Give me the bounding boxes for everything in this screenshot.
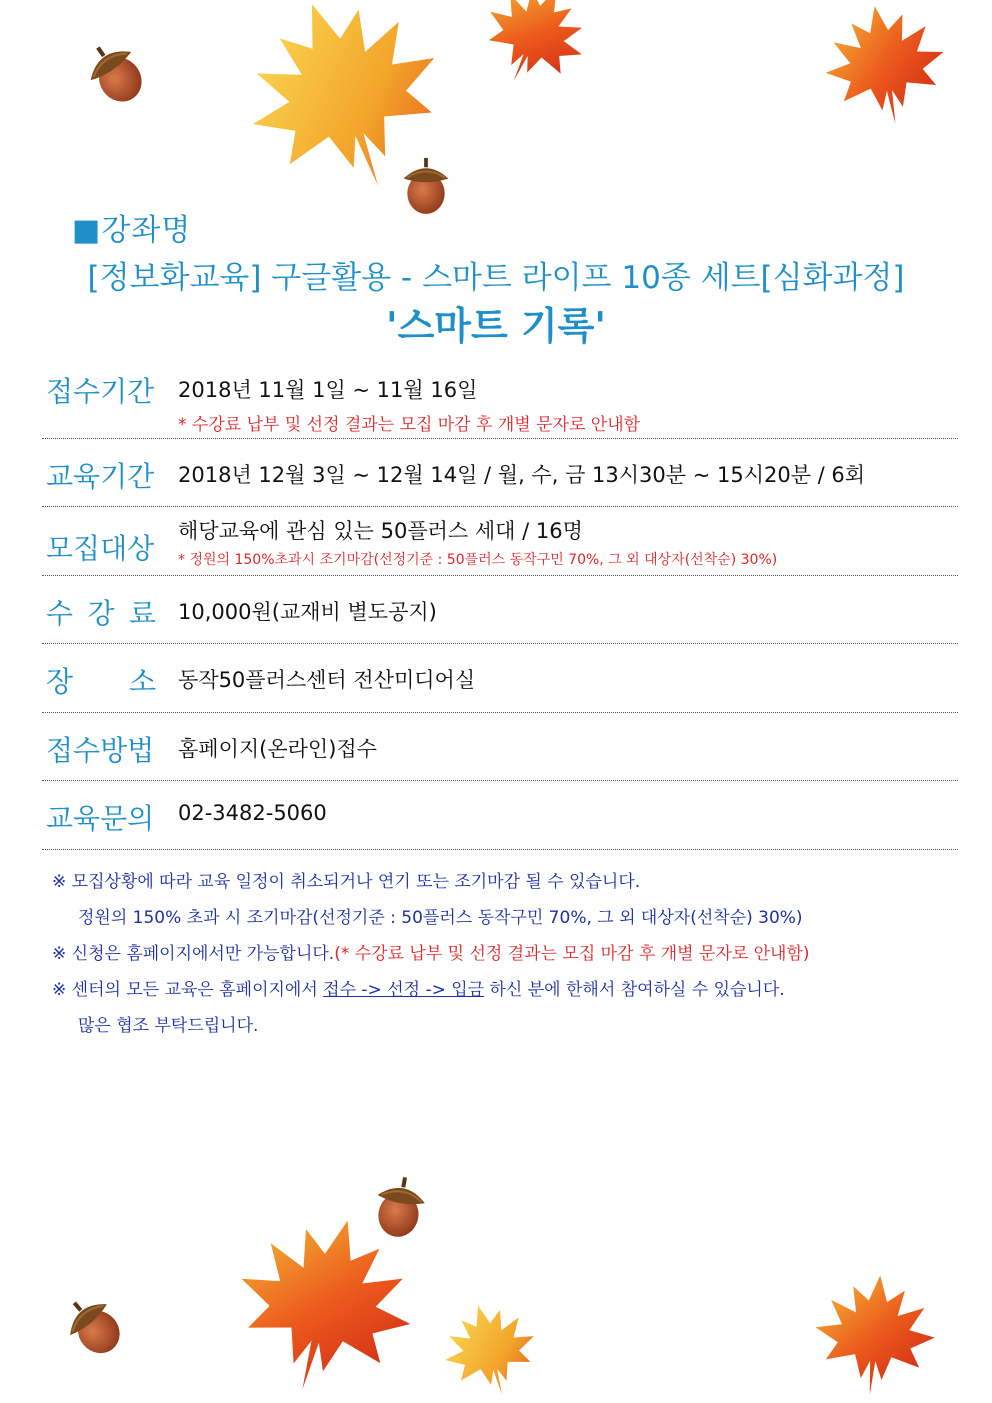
row-label: 모집대상 bbox=[46, 532, 155, 565]
note-underlined-steps: 접수 -> 선정 -> 입금 bbox=[323, 980, 485, 1000]
acorn-icon bbox=[398, 145, 454, 225]
acorn-icon bbox=[84, 36, 146, 108]
row-value: 2018년 12월 3일 ~ 12월 14일 / 월, 수, 금 13시30분 ~ 15시20분 / 6회 bbox=[178, 463, 866, 487]
row-label bbox=[46, 660, 156, 700]
note-line: 많은 협조 부탁드립니다. bbox=[78, 1016, 259, 1036]
maple-leaf-icon bbox=[430, 1300, 550, 1400]
info-table bbox=[42, 362, 958, 850]
label-char: 소 bbox=[128, 665, 156, 698]
acorn-icon bbox=[370, 1168, 430, 1244]
row-label: 접수기간 bbox=[46, 375, 155, 408]
row-label: 교육기간 bbox=[46, 460, 155, 493]
row-label bbox=[46, 592, 156, 632]
note-text: ※ 신청은 홈페이지에서만 가능합니다. bbox=[52, 944, 335, 964]
notes bbox=[52, 868, 952, 1048]
row-note: * 정원의 150%초과시 조기마감(선정기준 : 50플러스 동작구민 70%, 그 외 대상자(선착순) 30%) bbox=[178, 552, 778, 568]
row-application-period bbox=[42, 362, 958, 439]
row-value: 해당교육에 관심 있는 50플러스 세대 / 16명 bbox=[178, 519, 583, 543]
course-title: [정보화교육] 구글활용 - 스마트 라이프 10종 세트[심화과정] bbox=[87, 260, 905, 296]
row-value: 2018년 11월 1일 ~ 11월 16일 bbox=[178, 378, 478, 402]
row-value: 홈페이지(온라인)접수 bbox=[178, 737, 377, 761]
label-char: 강 bbox=[87, 597, 115, 630]
row-target bbox=[42, 507, 958, 576]
row-value: 10,000원(교재비 별도공지) bbox=[178, 600, 437, 624]
note-text-red: (* 수강료 납부 및 선정 결과는 모집 마감 후 개별 문자로 안내함) bbox=[334, 944, 810, 964]
note-text: ※ 센터의 모든 교육은 홈페이지에서 bbox=[52, 980, 324, 1000]
row-value: 동작50플러스센터 전산미디어실 bbox=[178, 668, 476, 692]
note-line bbox=[52, 940, 952, 976]
row-inquiry bbox=[42, 781, 958, 850]
label-char: 료 bbox=[128, 597, 156, 630]
row-note: * 수강료 납부 및 선정 결과는 모집 마감 후 개별 문자로 안내함 bbox=[178, 415, 641, 435]
course-heading: ■강좌명 bbox=[72, 213, 192, 248]
maple-leaf-icon bbox=[800, 1270, 950, 1400]
maple-leaf-icon bbox=[820, 0, 950, 130]
row-label: 교육문의 bbox=[46, 802, 155, 835]
note-line: 정원의 150% 초과 시 조기마감(선정기준 : 50플러스 동작구민 70%, 그 외 대상자(선착순) 30%) bbox=[78, 908, 803, 928]
row-education-period bbox=[42, 439, 958, 507]
note-text: 하신 분에 한해서 참여하실 수 있습니다. bbox=[484, 980, 785, 1000]
row-label: 접수방법 bbox=[46, 734, 155, 767]
label-char: 수 bbox=[46, 597, 74, 630]
maple-leaf-icon bbox=[470, 0, 600, 90]
course-subtitle: '스마트 기록' bbox=[385, 304, 607, 348]
row-value: 02-3482-5060 bbox=[178, 801, 327, 825]
row-application-method bbox=[42, 713, 958, 781]
row-fee bbox=[42, 576, 958, 644]
note-line: ※ 모집상황에 따라 교육 일정이 취소되거나 연기 또는 조기마감 될 수 있습니다. bbox=[52, 872, 641, 892]
acorn-icon bbox=[58, 1290, 128, 1360]
label-char: 장 bbox=[46, 665, 74, 698]
note-line bbox=[52, 976, 952, 1012]
row-location bbox=[42, 644, 958, 713]
